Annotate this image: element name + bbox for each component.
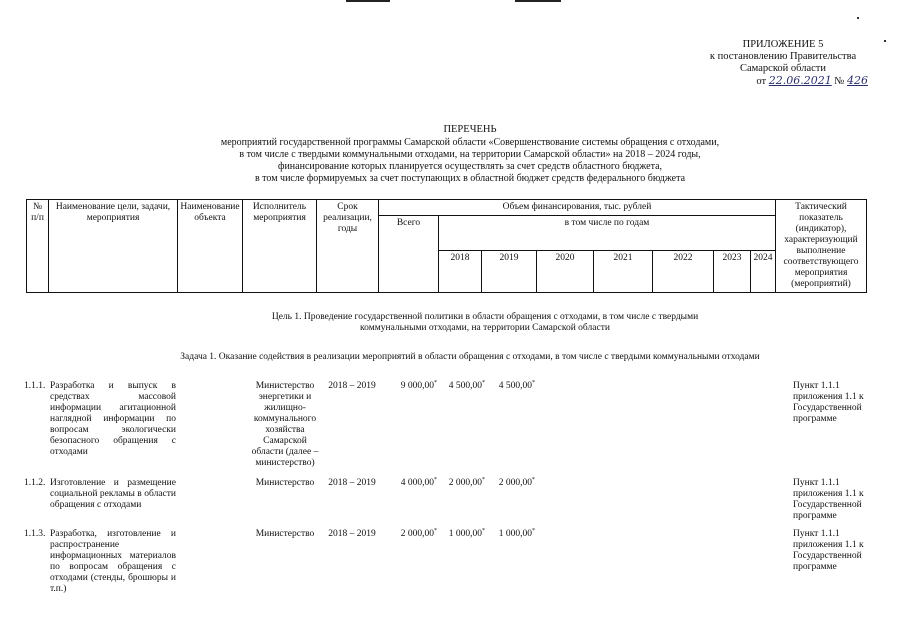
row-executor: Министерство [255, 529, 315, 539]
header-year: 2022 [653, 251, 714, 293]
header-executor: Исполнитель мероприятия [243, 200, 317, 293]
appendix-line: к постановлению Правительства [709, 51, 857, 62]
row-executor: Министерство [255, 478, 315, 488]
row-2019: 1 000,00* [498, 527, 535, 539]
title-line: в том числе формируемых за счет поступающих в областной бюджет средств федерального бюджета [254, 173, 686, 184]
title-line: в том числе с твердыми коммунальными отходами, на территории Самарской области» на 2018 – 2024 годы, [239, 149, 701, 160]
scan-mark [515, 0, 561, 2]
task-heading: Задача 1. Оказание содействия в реализации мероприятий в области обращения с отходами, в том числе с твердыми коммунальными отходами [180, 352, 760, 362]
header-by-years: в том числе по годам [439, 216, 776, 251]
from-label: от [756, 76, 767, 87]
header-year: 2023 [714, 251, 751, 293]
row-term: 2018 – 2019 [328, 381, 376, 391]
row-2019: 2 000,00* [498, 476, 535, 488]
appendix-title: ПРИЛОЖЕНИЕ 5 [742, 39, 824, 50]
row-executor: Министерство энергетики и жилищно-коммунального хозяйства Самарской области (далее – министерство) [251, 381, 319, 468]
scan-mark [346, 0, 390, 2]
row-indicator: Пункт 1.1.1 приложения 1.1 к Государственной программе [793, 478, 864, 521]
scan-dot [857, 17, 859, 19]
header-year: 2024 [751, 251, 776, 293]
row-term: 2018 – 2019 [328, 478, 376, 488]
row-2019: 4 500,00* [498, 379, 535, 391]
document-title [150, 124, 790, 185]
header-year: 2018 [439, 251, 482, 293]
row-2018: 4 500,00* [448, 379, 485, 391]
header-year: 2021 [594, 251, 653, 293]
row-number: 1.1.1. [24, 381, 46, 391]
header-total: Всего [379, 216, 439, 293]
row-total: 9 000,00* [400, 379, 437, 391]
row-name: Разработка и выпуск в средствах массовой информации агитационной наглядной информации по вопросам экологически безопасного обращения с отходами [50, 381, 176, 457]
scan-dot [884, 40, 886, 42]
row-term: 2018 – 2019 [328, 529, 376, 539]
header-name: Наименование цели, задачи, мероприятия [49, 200, 178, 293]
row-total: 4 000,00* [400, 476, 437, 488]
appendix-date-line [698, 75, 868, 88]
row-name: Изготовление и размещение социальной рекламы в области обращения с отходами [50, 478, 176, 510]
header-num: № п/п [27, 200, 49, 293]
row-total: 2 000,00* [400, 527, 437, 539]
row-number: 1.1.2. [24, 478, 46, 488]
row-2018: 2 000,00* [448, 476, 485, 488]
header-year: 2020 [537, 251, 594, 293]
header-year: 2019 [482, 251, 537, 293]
header-object: Наименование объекта [178, 200, 243, 293]
header-funding: Объем финансирования, тыс. рублей [379, 200, 776, 216]
row-name: Разработка, изготовление и распространение информационных материалов по вопросам обращения с отходами (стенды, брошюры и т.п.) [50, 529, 176, 594]
handwritten-date: 22.06.2021 [768, 74, 832, 87]
row-indicator: Пункт 1.1.1 приложения 1.1 к Государственной программе [793, 529, 864, 572]
title-line: финансирование которых планируется осуществлять за счет средств областного бюджета, [277, 161, 663, 172]
goal-heading: Цель 1. Проведение государственной политики в области обращения с отходами, в том числе с твердыми коммунальными отходами, на территории Самарской области [271, 312, 699, 333]
number-label: № [834, 76, 845, 87]
header-term: Срок реализации, годы [317, 200, 379, 293]
row-indicator: Пункт 1.1.1 приложения 1.1 к Государственной программе [793, 381, 864, 424]
row-number: 1.1.3. [24, 529, 46, 539]
table-header [26, 199, 867, 293]
appendix-block [698, 39, 868, 88]
title-main: ПЕРЕЧЕНЬ [443, 124, 497, 135]
title-line: мероприятий государственной программы Самарской области «Совершенствование системы обращения с отходами, [220, 137, 720, 148]
appendix-line: Самарской области [740, 63, 826, 74]
row-2018: 1 000,00* [448, 527, 485, 539]
handwritten-number: 426 [847, 74, 868, 87]
header-indicator: Тактический показатель (индикатор), характеризующий выполнение соответствующего мероприятия (мероприятий) [776, 200, 867, 293]
